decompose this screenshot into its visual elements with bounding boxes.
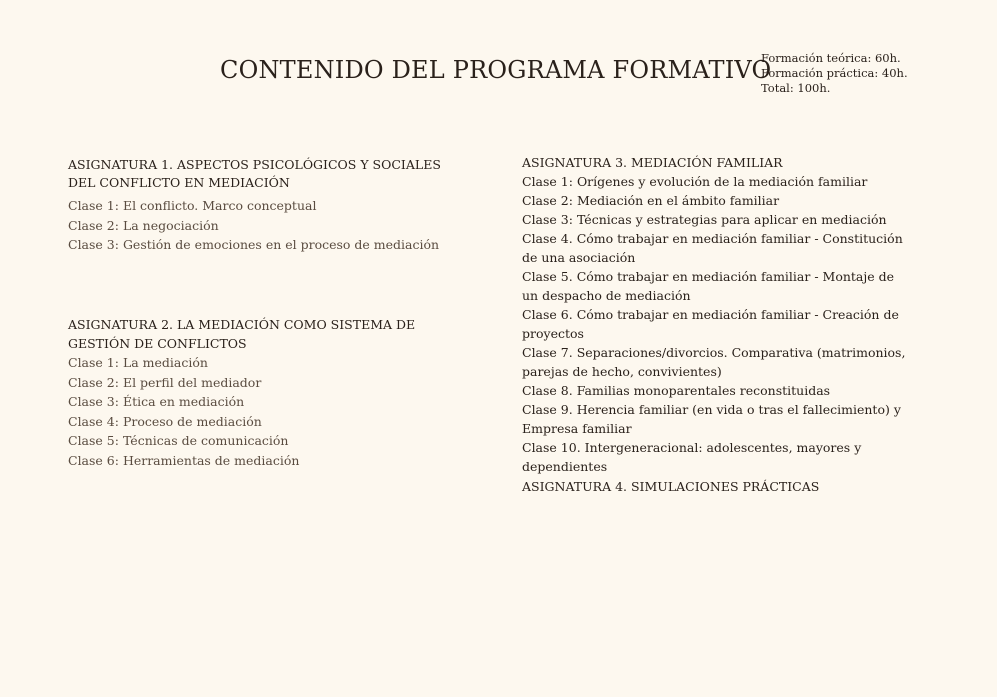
class-item: Clase 1: El conflicto. Marco conceptual bbox=[68, 198, 317, 213]
class-item: Clase 8. Familias monoparentales reconstituidas bbox=[522, 383, 831, 398]
subject-2 bbox=[68, 315, 468, 471]
total-hours: Total: 100h. bbox=[761, 81, 831, 95]
class-item: Clase 4: Proceso de mediación bbox=[68, 413, 262, 429]
class-item: Clase 1: Orígenes y evolución de la mediación familiar bbox=[522, 174, 868, 189]
class-item: Clase 3: Ética en mediación bbox=[68, 394, 245, 410]
subject-4-heading: ASIGNATURA 4. SIMULACIONES PRÁCTICAS bbox=[522, 479, 820, 494]
subject-2-heading: ASIGNATURA 2. LA MEDIACIÓN COMO SISTEMA DE GESTIÓN DE CONFLICTOS bbox=[68, 317, 416, 351]
subject-3 bbox=[522, 153, 912, 476]
class-item: Clase 5: Técnicas de comunicación bbox=[68, 433, 289, 449]
class-item: Clase 2: Mediación en el ámbito familiar bbox=[522, 193, 780, 208]
class-item: Clase 2: El perfil del mediador bbox=[68, 374, 262, 390]
class-item: Clase 3: Técnicas y estrategias para aplicar en mediación bbox=[522, 212, 887, 227]
hours-summary bbox=[761, 51, 908, 96]
practice-hours: Formación práctica: 40h. bbox=[761, 66, 908, 80]
subject-1-heading: ASIGNATURA 1. ASPECTOS PSICOLÓGICOS Y SOCIALES DEL CONFLICTO EN MEDIACIÓN bbox=[68, 157, 441, 190]
class-item: Clase 2: La negociación bbox=[68, 217, 219, 233]
class-item: Clase 5. Cómo trabajar en mediación familiar - Montaje de un despacho de mediación bbox=[522, 269, 895, 303]
subject-3-classes bbox=[522, 172, 912, 476]
subject-2-classes bbox=[68, 353, 468, 471]
class-item: Clase 10. Intergeneracional: adolescentes, mayores y dependientes bbox=[522, 440, 862, 474]
class-item: Clase 9. Herencia familiar (en vida o tras el fallecimiento) y Empresa familiar bbox=[522, 402, 901, 436]
class-item: Clase 3: Gestión de emociones en el proceso de mediación bbox=[68, 237, 440, 252]
class-item: Clase 1: La mediación bbox=[68, 355, 208, 370]
subject-1-classes bbox=[68, 196, 468, 255]
subject-4 bbox=[522, 477, 912, 496]
theory-hours: Formación teórica: 60h. bbox=[761, 51, 901, 65]
class-item: Clase 6: Herramientas de mediación bbox=[68, 452, 300, 468]
page-title: CONTENIDO DEL PROGRAMA FORMATIVO bbox=[220, 56, 772, 84]
class-item: Clase 7. Separaciones/divorcios. Comparativa (matrimonios, parejas de hecho, convivientes) bbox=[522, 345, 906, 379]
class-item: Clase 6. Cómo trabajar en mediación familiar - Creación de proyectos bbox=[522, 307, 899, 341]
class-item: Clase 4. Cómo trabajar en mediación familiar - Constitución de una asociación bbox=[522, 231, 903, 265]
subject-3-heading: ASIGNATURA 3. MEDIACIÓN FAMILIAR bbox=[522, 155, 783, 170]
subject-1 bbox=[68, 156, 468, 255]
